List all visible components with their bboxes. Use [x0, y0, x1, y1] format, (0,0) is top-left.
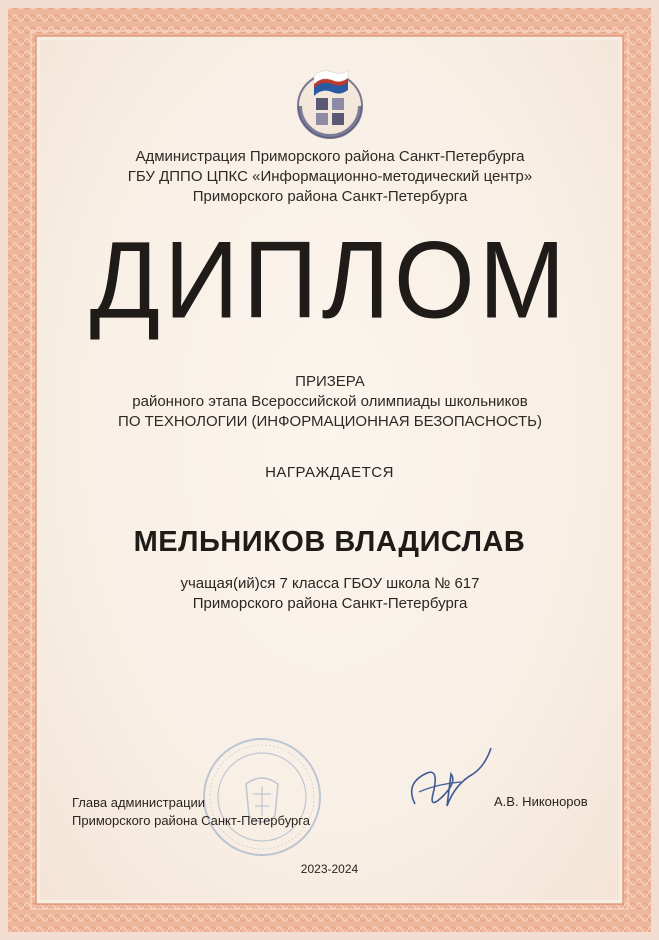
award-stage: районного этапа Всероссийской олимпиады школьников: [132, 393, 528, 410]
signature: [385, 744, 495, 824]
recipient-details: [60, 574, 600, 614]
issuer-line-3: Приморского района Санкт-Петербурга: [192, 188, 468, 205]
award-status: ПРИЗЕРА: [295, 373, 365, 390]
award-description: [60, 372, 600, 432]
diploma-title: ДИПЛОМ: [89, 220, 570, 342]
issuer-line-2: ГБУ ДППО ЦПКС «Информационно-методический центр»: [127, 168, 533, 185]
issuer-line-1: Администрация Приморского района Санкт-Петербурга: [135, 148, 525, 165]
olympiad-emblem: [292, 66, 368, 142]
signatory-position-line-2: Приморского района Санкт-Петербурга: [72, 813, 310, 828]
issuer-header: [60, 147, 600, 207]
award-subject: ПО ТЕХНОЛОГИИ (ИНФОРМАЦИОННАЯ БЕЗОПАСНОСТЬ): [118, 413, 542, 430]
signatory-position-line-1: Глава администрации: [72, 795, 206, 810]
academic-year: 2023-2024: [300, 862, 359, 876]
signatory-position: [72, 794, 310, 830]
recipient-school: учащая(ий)ся 7 класса ГБОУ школа № 617: [180, 575, 480, 592]
signatory-name: А.В. Никоноров: [494, 794, 588, 809]
recipient-district: Приморского района Санкт-Петербурга: [192, 595, 468, 612]
recipient-name: МЕЛЬНИКОВ ВЛАДИСЛАВ: [133, 526, 526, 558]
awarded-label: НАГРАЖДАЕТСЯ: [265, 464, 394, 481]
